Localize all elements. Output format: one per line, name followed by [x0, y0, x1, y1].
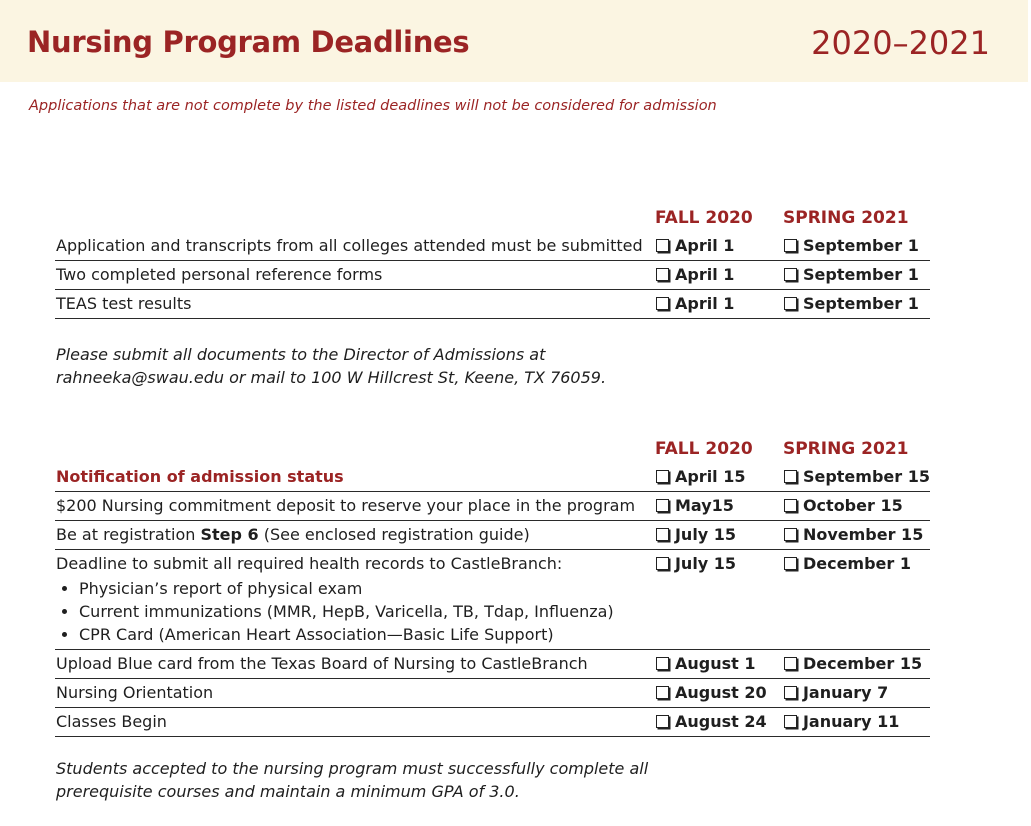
checkbox-icon[interactable] [656, 715, 669, 728]
checkbox-icon[interactable] [784, 268, 797, 281]
spring-date: September 1 [803, 265, 919, 284]
checkbox-icon[interactable] [784, 528, 797, 541]
note-line: Please submit all documents to the Director of Admissions at [56, 345, 546, 364]
spring-deadline [783, 550, 930, 650]
requirements-note [56, 757, 648, 803]
table-row [55, 708, 930, 737]
list-item: • Current immunizations (MMR, HepB, Varicella, TB, Tdap, Influenza) [79, 600, 655, 623]
fall-date: July 15 [674, 525, 737, 544]
fall-deadline [655, 550, 783, 650]
checkbox-icon[interactable] [784, 657, 797, 670]
row-label [55, 550, 655, 650]
checkbox-icon[interactable] [656, 239, 669, 252]
list-item: • CPR Card (American Heart Association—Basic Life Support) [79, 623, 655, 646]
spring-date: October 15 [802, 496, 903, 515]
checkbox-icon[interactable] [656, 557, 669, 570]
fall-date: April 1 [675, 265, 735, 284]
note-line: prerequisite courses and maintain a minimum GPA of 3.0. [56, 782, 520, 801]
application-deadlines-table [55, 198, 930, 319]
fall-date: July 15 [674, 554, 737, 573]
fall-deadline [655, 708, 783, 737]
table-row [55, 463, 930, 492]
checkbox-icon[interactable] [784, 239, 797, 252]
fall-deadline [655, 463, 783, 492]
checkbox-icon[interactable] [656, 470, 669, 483]
requirements-list [56, 577, 655, 646]
page-subtitle: Applications that are not complete by the listed deadlines will not be considered for admission [29, 98, 717, 114]
page-title: Nursing Program Deadlines [27, 25, 470, 59]
spring-deadline [783, 708, 930, 737]
admission-deadlines-table [55, 429, 930, 737]
table-header-row [55, 429, 930, 463]
spring-deadline [783, 290, 930, 319]
spring-deadline [783, 521, 930, 550]
header-spring: SPRING 2021 [782, 439, 909, 459]
row-label: Two completed personal reference forms [55, 261, 655, 290]
fall-date: August 24 [674, 712, 767, 731]
table-row [55, 679, 930, 708]
header-fall: FALL 2020 [655, 208, 753, 228]
spring-deadline [783, 261, 930, 290]
row-label: Application and transcripts from all colleges attended must be submitted [55, 232, 655, 261]
checkbox-icon[interactable] [656, 528, 669, 541]
spring-date: September 1 [803, 236, 919, 255]
row-label: Upload Blue card from the Texas Board of Nursing to CastleBranch [55, 650, 655, 679]
spring-date: December 15 [802, 654, 923, 673]
note-line: Students accepted to the nursing program must successfully complete all [56, 759, 649, 778]
fall-deadline [655, 261, 783, 290]
checkbox-icon[interactable] [656, 657, 669, 670]
header-spring: SPRING 2021 [783, 208, 909, 228]
spring-date: January 7 [802, 683, 889, 702]
checkbox-icon[interactable] [784, 686, 797, 699]
table-row [55, 550, 930, 650]
fall-deadline [655, 679, 783, 708]
row-label: Nursing Orientation [55, 679, 655, 708]
spring-date: January 11 [802, 712, 900, 731]
checkbox-icon[interactable] [784, 470, 797, 483]
fall-deadline [655, 290, 783, 319]
table-row [55, 290, 930, 319]
academic-year: 2020–2021 [811, 24, 990, 62]
table-row [55, 232, 930, 261]
spring-deadline [783, 679, 930, 708]
checkbox-icon[interactable] [784, 557, 797, 570]
spring-date: December 1 [802, 554, 911, 573]
table-row [55, 261, 930, 290]
row-label: Classes Begin [55, 708, 655, 737]
header-blank [55, 198, 655, 232]
spring-date: September 1 [803, 294, 919, 313]
row-label: TEAS test results [55, 290, 655, 319]
spring-date: November 15 [802, 525, 924, 544]
header-fall: FALL 2020 [654, 439, 753, 459]
checkbox-icon[interactable] [784, 499, 797, 512]
fall-date: April 1 [675, 294, 735, 313]
row-label: $200 Nursing commitment deposit to reserve your place in the program [55, 492, 655, 521]
table-header-row [55, 198, 930, 232]
row-label [55, 521, 655, 550]
table-row [55, 650, 930, 679]
checkbox-icon[interactable] [784, 715, 797, 728]
fall-deadline [655, 232, 783, 261]
fall-deadline [655, 521, 783, 550]
note-line: rahneeka@swau.edu or mail to 100 W Hillcrest St, Keene, TX 76059. [56, 368, 607, 387]
fall-date: May15 [674, 496, 734, 515]
spring-date: September 15 [802, 467, 930, 486]
label-bold-text: Step 6 [200, 525, 259, 544]
header-banner [0, 0, 1028, 82]
label-text: (See enclosed registration guide) [258, 525, 530, 544]
fall-deadline [655, 650, 783, 679]
label-text: Deadline to submit all required health records to CastleBranch: [56, 554, 563, 573]
table-row [55, 492, 930, 521]
fall-date: April 15 [674, 467, 746, 486]
row-label: Notification of admission status [55, 463, 655, 492]
checkbox-icon[interactable] [656, 297, 669, 310]
spring-deadline [783, 650, 930, 679]
spring-deadline [783, 463, 930, 492]
checkbox-icon[interactable] [656, 499, 669, 512]
spring-deadline [783, 232, 930, 261]
checkbox-icon[interactable] [656, 268, 669, 281]
table-row [55, 521, 930, 550]
header-blank [55, 429, 655, 463]
fall-date: August 1 [674, 654, 756, 673]
fall-deadline [655, 492, 783, 521]
checkbox-icon[interactable] [784, 297, 797, 310]
spring-deadline [783, 492, 930, 521]
fall-date: August 20 [674, 683, 767, 702]
fall-date: April 1 [675, 236, 735, 255]
list-item: • Physician’s report of physical exam [79, 577, 655, 600]
checkbox-icon[interactable] [656, 686, 669, 699]
label-text: Be at registration [56, 525, 201, 544]
submission-note [56, 343, 606, 389]
